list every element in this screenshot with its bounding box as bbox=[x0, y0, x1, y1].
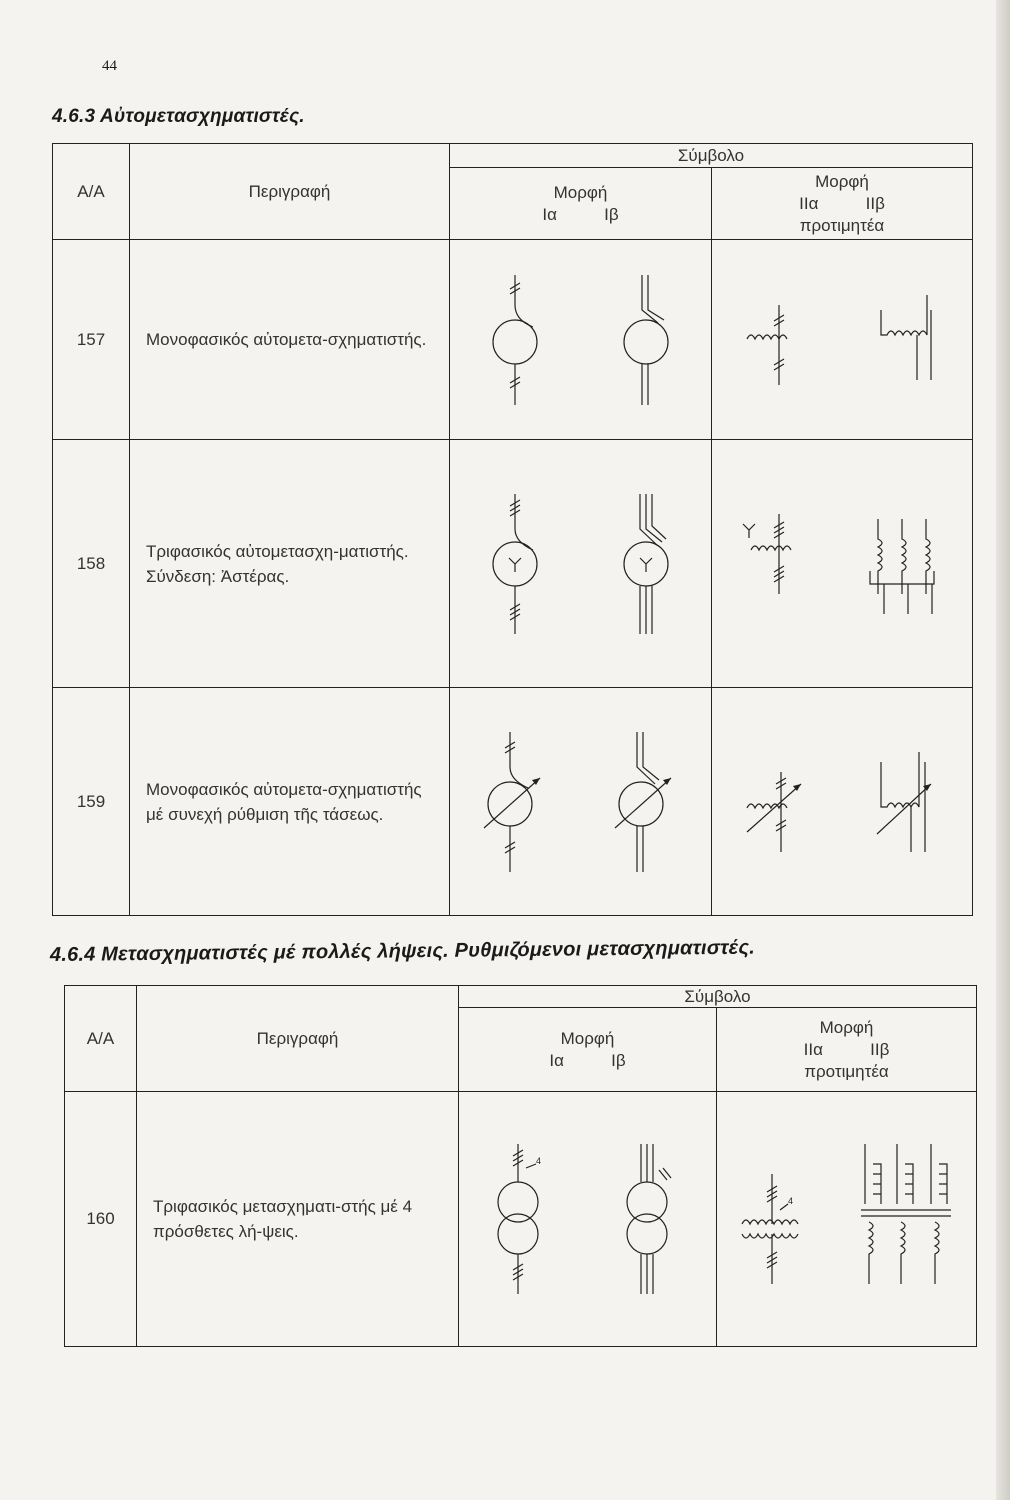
form-1-label: Μορφή bbox=[560, 1028, 615, 1048]
multitap-transformer-winding-multiline-symbol bbox=[851, 1134, 961, 1304]
form-1-variants: Ια Ιβ bbox=[549, 1050, 626, 1070]
row-number: 160 bbox=[65, 1092, 137, 1347]
page-edge-shadow bbox=[996, 0, 1010, 1500]
single-line-autotransformer-symbol bbox=[475, 265, 555, 415]
symbol-form-2 bbox=[712, 240, 973, 440]
col-header-symbol: Σύμβολο bbox=[459, 986, 977, 1008]
form-2-label: Μορφή bbox=[819, 1017, 874, 1037]
row-description: Μονοφασικός αὐτομετα-σχηματιστής μέ συνεχή ρύθμιση τῆς τάσεως. bbox=[130, 688, 450, 916]
multitap-transformer-multiline-symbol bbox=[607, 1134, 697, 1304]
col-header-aa: Α/Α bbox=[65, 986, 137, 1092]
table-row bbox=[53, 688, 973, 916]
symbol-form-1 bbox=[450, 240, 712, 440]
symbol-form-2 bbox=[712, 440, 973, 688]
tap-count-label: 4 bbox=[787, 1196, 793, 1206]
page-number: 44 bbox=[102, 58, 117, 74]
three-phase-autotransformer-star-symbol bbox=[475, 484, 555, 644]
col-header-symbol: Σύμβολο bbox=[450, 144, 973, 168]
row-description: Μονοφασικός αὐτομετα-σχηματιστής. bbox=[130, 240, 450, 440]
symbol-form-2 bbox=[717, 1092, 977, 1347]
table-row bbox=[53, 440, 973, 688]
row-number: 157 bbox=[53, 240, 130, 440]
variable-autotransformer-winding-symbol bbox=[737, 722, 817, 882]
form-2-variants: ΙΙα ΙΙβ bbox=[803, 1039, 890, 1059]
three-phase-autotransformer-star-multiline-symbol bbox=[606, 484, 686, 644]
table-row bbox=[65, 1092, 977, 1347]
col-header-form-1 bbox=[459, 1008, 717, 1092]
row-description: Τριφασικός αὐτομετασχη-ματιστής. Σύνδεση: Ἀστέρας. bbox=[130, 440, 450, 688]
symbol-form-2 bbox=[712, 688, 973, 916]
variable-autotransformer-multiline-symbol bbox=[601, 722, 691, 882]
col-header-form-1 bbox=[450, 168, 712, 240]
table-row bbox=[53, 240, 973, 440]
section-heading-multitap-transformers: 4.6.4 Μετασχηματιστές μέ πολλές λήψεις. Ρυθμιζόμενοι μετασχηματιστές. bbox=[49, 936, 756, 966]
tap-count-label: 4 bbox=[536, 1156, 542, 1166]
col-header-aa: Α/Α bbox=[53, 144, 130, 240]
autotransformer-symbols-table bbox=[52, 143, 973, 916]
form-1-variants: Ια Ιβ bbox=[542, 204, 619, 224]
form-2-variants: ΙΙα ΙΙβ bbox=[799, 193, 885, 213]
section-heading-autotransformers: 4.6.3 Αὐτομετασχηματιστές. bbox=[52, 106, 305, 127]
symbol-form-1 bbox=[459, 1092, 717, 1347]
form-2-label: Μορφή bbox=[815, 171, 869, 191]
multitap-transformer-symbol bbox=[478, 1134, 568, 1304]
multitap-transformer-winding-symbol bbox=[732, 1134, 822, 1304]
preferred-label: προτιμητέα bbox=[804, 1061, 889, 1081]
col-header-form-2 bbox=[712, 168, 973, 240]
col-header-form-2 bbox=[717, 1008, 977, 1092]
autotransformer-winding-symbol bbox=[737, 265, 817, 415]
variable-autotransformer-winding-multiline-symbol bbox=[867, 722, 947, 882]
symbol-form-1 bbox=[450, 440, 712, 688]
col-header-description: Περιγραφή bbox=[137, 986, 459, 1092]
col-header-description: Περιγραφή bbox=[130, 144, 450, 240]
symbol-form-1 bbox=[450, 688, 712, 916]
preferred-label: προτιμητέα bbox=[799, 215, 885, 235]
multitap-transformer-symbols-table bbox=[64, 985, 977, 1347]
three-phase-autotransformer-winding-multiline-symbol bbox=[860, 484, 950, 644]
multi-line-autotransformer-symbol bbox=[606, 265, 686, 415]
variable-autotransformer-symbol bbox=[470, 722, 560, 882]
row-number: 158 bbox=[53, 440, 130, 688]
row-description: Τριφασικός μετασχηματι-στής μέ 4 πρόσθετες λή-ψεις. bbox=[137, 1092, 459, 1347]
autotransformer-winding-multiline-symbol bbox=[867, 265, 947, 415]
form-1-label: Μορφή bbox=[553, 182, 608, 202]
three-phase-autotransformer-winding-symbol bbox=[735, 484, 815, 644]
row-number: 159 bbox=[53, 688, 130, 916]
